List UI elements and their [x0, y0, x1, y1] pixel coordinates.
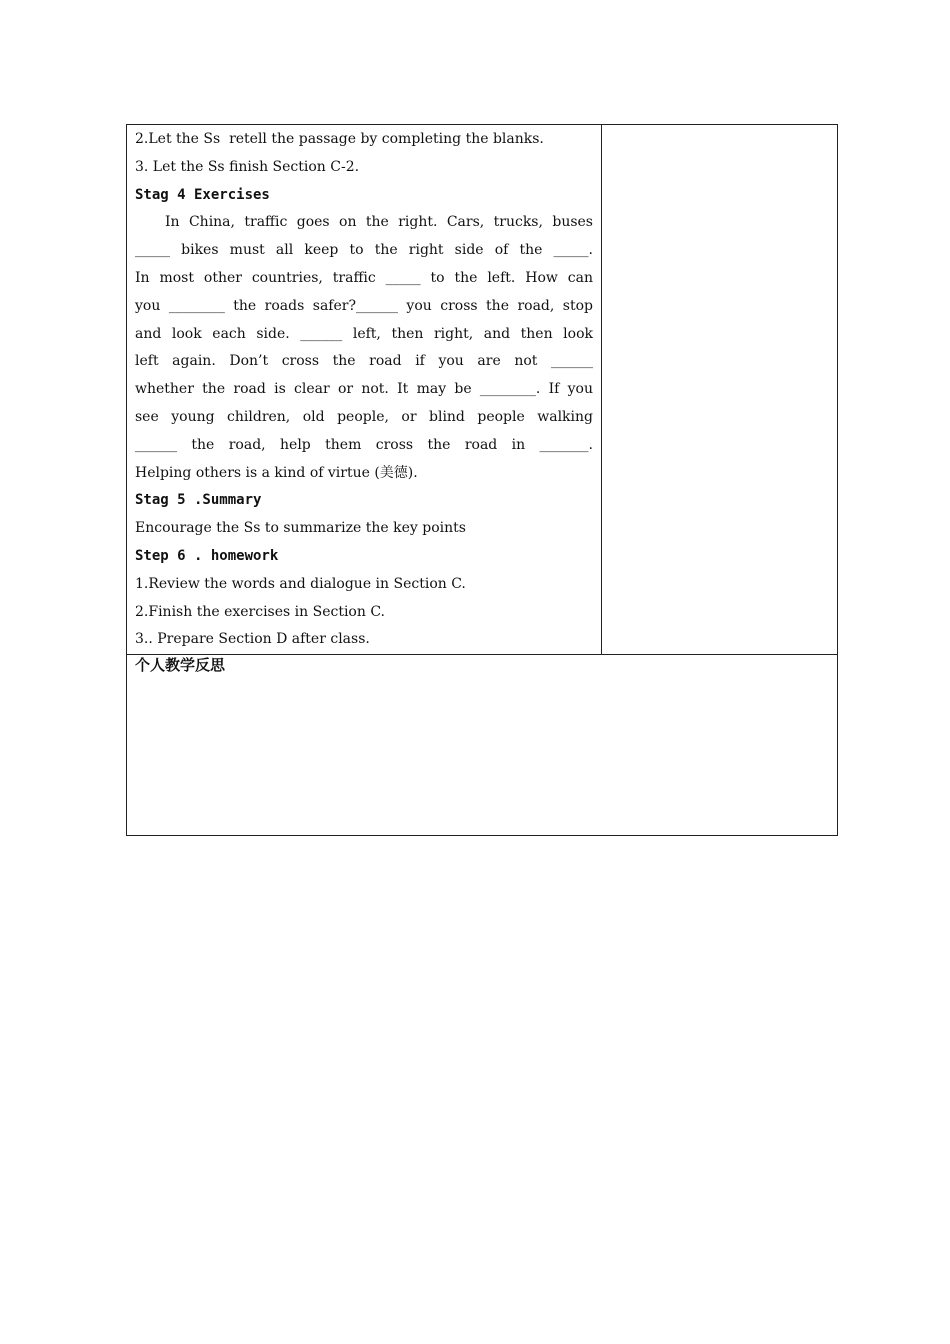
homework-item: 2.Finish the exercises in Section C. [135, 603, 385, 620]
notes-cell [602, 125, 838, 655]
homework-item: 1.Review the words and dialogue in Section C. [135, 575, 466, 592]
passage-line: and look each side. ______ left, then right, and then look [135, 325, 593, 342]
summary-text: Encourage the Ss to summarize the key points [135, 520, 466, 537]
passage-line: you ________ the roads safer?______ you cross the road, stop [135, 297, 593, 314]
passage-line: In most other countries, traffic _____ to the left. How can [135, 269, 593, 286]
lesson-steps-cell [127, 125, 602, 655]
stage-5-heading: Stag 5 .Summary [135, 492, 262, 509]
passage-line: see young children, old people, or blind people walking [135, 408, 593, 425]
reflection-title: 个人教学反思 [135, 656, 226, 675]
reflection-row [127, 655, 838, 836]
lesson-steps-content [127, 125, 601, 654]
step-6-heading: Step 6 . homework [135, 547, 279, 564]
instruction-line: 3. Let the Ss finish Section C-2. [135, 158, 360, 175]
stage-4-heading: Stag 4 Exercises [135, 186, 270, 203]
passage-line: _____ bikes must all keep to the right side of the _____. [135, 242, 593, 259]
homework-item: 3.. Prepare Section D after class. [135, 631, 370, 648]
lesson-row [127, 125, 838, 655]
lesson-plan-table [126, 124, 838, 836]
passage-line: whether the road is clear or not. It may be ________. If you [135, 381, 593, 398]
passage-line: ______ the road, help them cross the road in _______. [135, 436, 593, 453]
passage-line: Helping others is a kind of virtue (美德). [135, 464, 418, 481]
instruction-line: 2.Let the Ss retell the passage by completing the blanks. [135, 131, 544, 147]
passage-line: In China, traffic goes on the right. Cars, trucks, buses [165, 214, 593, 231]
reflection-cell [127, 655, 838, 836]
passage-line: left again. Don’t cross the road if you are not ______ [135, 353, 593, 370]
